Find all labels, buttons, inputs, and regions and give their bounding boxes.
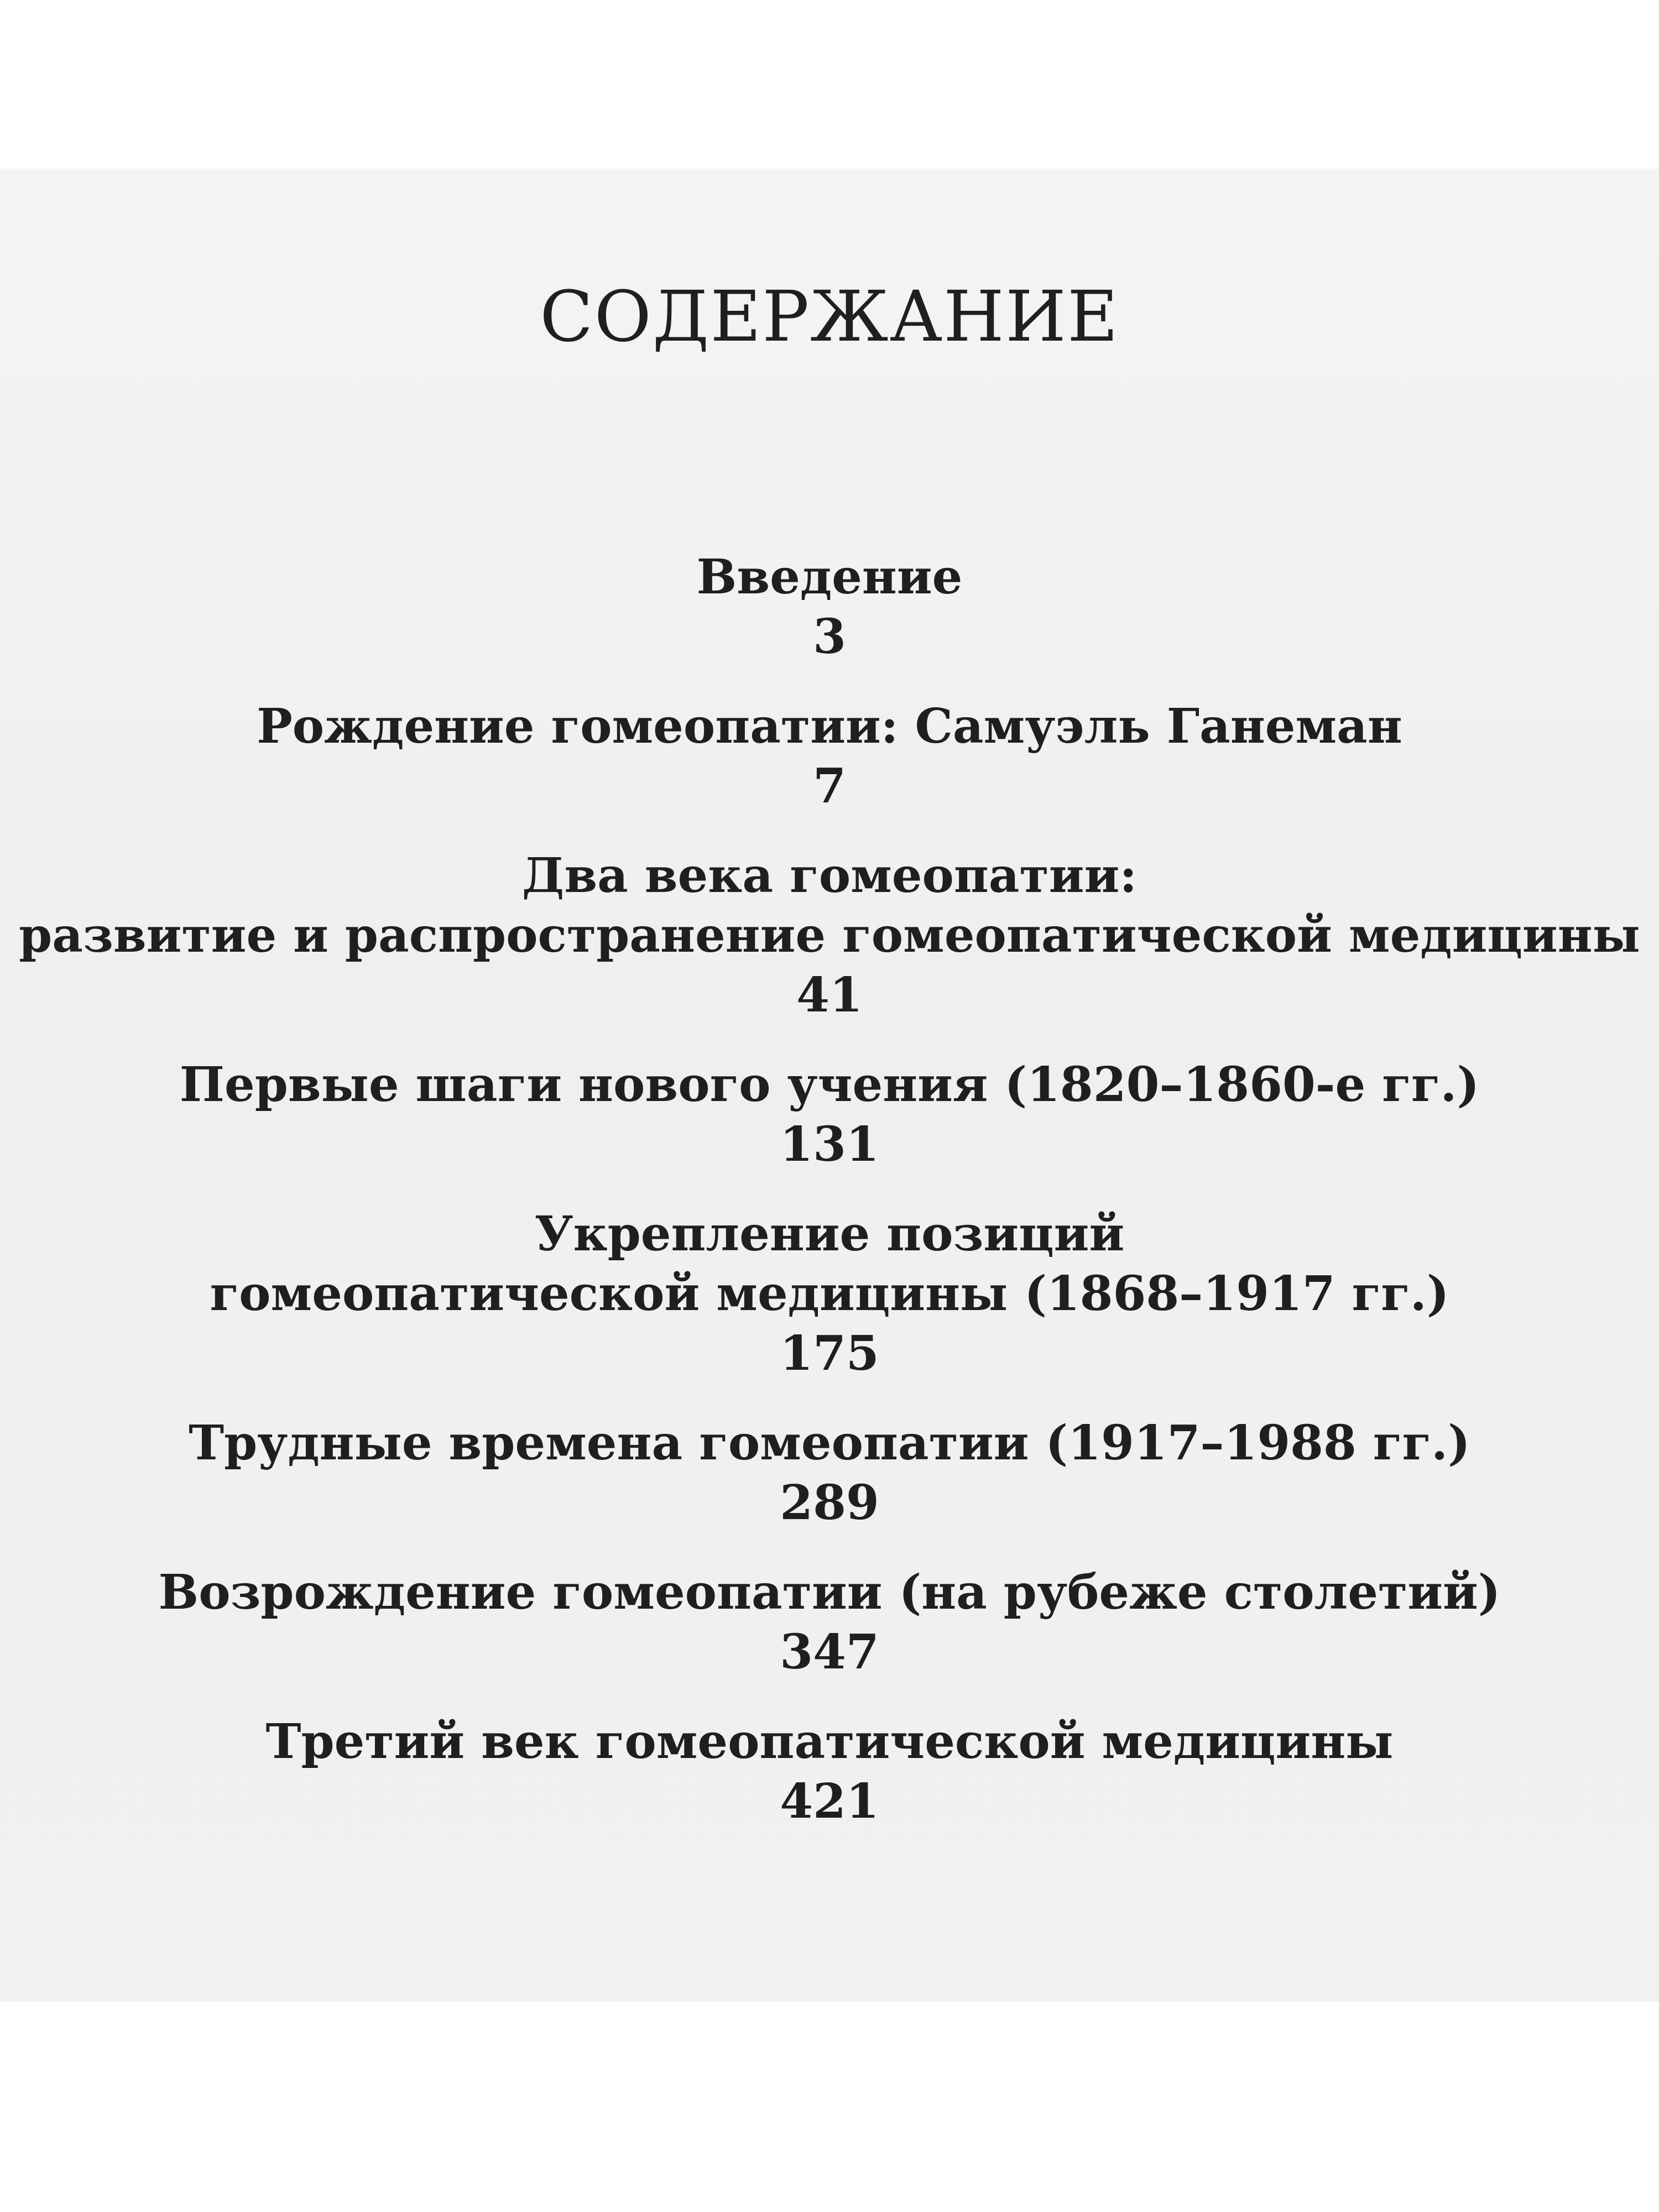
toc-page-number: 131 (780, 1117, 879, 1172)
toc-entry-subtitle: развитие и распространение гомеопатической медицины (19, 907, 1640, 963)
toc-entry-title: Два века гомеопатии: (521, 848, 1138, 904)
toc-entry-title: Первые шаги нового учения (1820–1860-е гг.) (179, 1057, 1480, 1113)
toc-entry-title: Третий век гомеопатической медицины (265, 1714, 1394, 1770)
toc-entry-first-steps (0, 1055, 1659, 1175)
toc-page-number: 347 (780, 1624, 879, 1680)
toc-page-number: 289 (780, 1475, 879, 1531)
toc-entry-hard-times (0, 1413, 1659, 1533)
toc-entry-title: Возрождение гомеопатии (на рубеже столетий) (158, 1564, 1501, 1620)
toc-list (0, 547, 1659, 1861)
toc-entry-introduction (0, 547, 1659, 667)
toc-entry-title: Трудные времена гомеопатии (1917–1988 гг.) (189, 1415, 1470, 1471)
toc-entry-title: Укрепление позиций (534, 1206, 1125, 1262)
toc-page-number: 41 (796, 967, 863, 1023)
toc-entry-revival (0, 1563, 1659, 1682)
toc-entry-third-century (0, 1712, 1659, 1832)
toc-entry-two-centuries (0, 846, 1659, 1025)
toc-page-number: 175 (780, 1326, 879, 1381)
toc-page-number: 421 (780, 1773, 879, 1829)
scanned-page (0, 169, 1659, 2002)
toc-entry-strengthening (0, 1204, 1659, 1384)
toc-entry-title: Рождение гомеопатии: Самуэль Ганеман (257, 698, 1402, 754)
toc-entry-title: Введение (696, 549, 963, 605)
toc-page-number: 7 (813, 758, 846, 814)
toc-entry-subtitle: гомеопатической медицины (1868–1917 гг.) (210, 1266, 1449, 1322)
toc-page-number: 3 (813, 609, 846, 665)
toc-entry-birth-of-homeopathy (0, 697, 1659, 816)
page-title: СОДЕРЖАНИЕ (540, 276, 1119, 357)
